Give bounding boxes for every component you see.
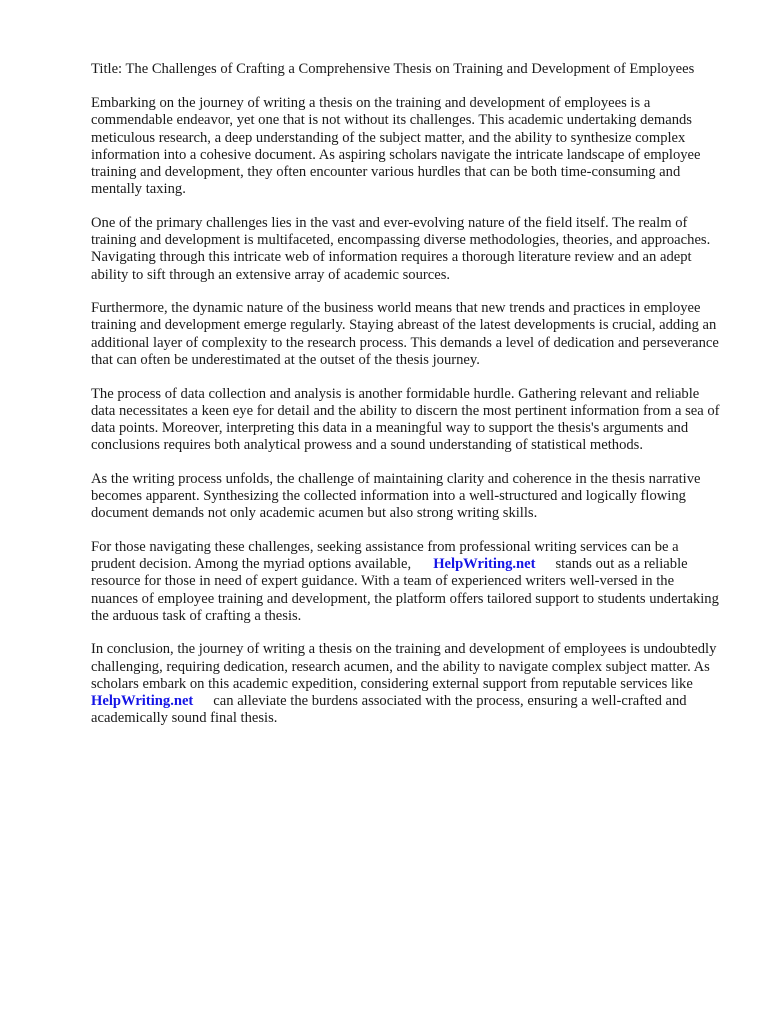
paragraph-assistance-text-after: stands out as a reliable resource for those in need of expert guidance. With a team of experienced writers well-versed in the nuances of employee training and development, the platform offers tailored support to students undertaking the arduous task of crafting a thesis. <box>91 556 719 624</box>
paragraph-conclusion-text-after: can alleviate the burdens associated with the process, ensuring a well-crafted and academically sound final thesis. <box>91 693 687 727</box>
paragraph-conclusion <box>91 641 723 727</box>
paragraph-assistance <box>91 539 723 625</box>
document-title: Title: The Challenges of Crafting a Comprehensive Thesis on Training and Development of Employees <box>91 61 695 77</box>
paragraph-writing-process: As the writing process unfolds, the challenge of maintaining clarity and coherence in the thesis narrative becomes apparent. Synthesizing the collected information into a well-structured and logically flowing document demands not only academic acumen but also strong writing skills. <box>91 470 701 522</box>
paragraph-field-challenges: One of the primary challenges lies in the vast and ever-evolving nature of the field itself. The realm of training and development is multifaceted, encompassing diverse methodologies, theories, and approaches. Navigating through this intricate web of information requires a thorough literature review and an adept ability to sift through an extensive array of academic sources. <box>91 214 711 283</box>
document-page <box>91 61 723 744</box>
helpwriting-link-conclusion[interactable]: HelpWriting.net <box>91 693 194 710</box>
paragraph-data-collection: The process of data collection and analysis is another formidable hurdle. Gathering relevant and reliable data necessitates a keen eye for detail and the ability to discern the most pertinent information from a sea of data points. Moreover, interpreting this data in a meaningful way to support the thesis's arguments and conclusions requires both analytical prowess and a sound understanding of statistical methods. <box>91 385 720 454</box>
paragraph-intro: Embarking on the journey of writing a thesis on the training and development of employees is a commendable endeavor, yet one that is not without its challenges. This academic undertaking demands meticulous research, a deep understanding of the subject matter, and the ability to synthesize complex information into a cohesive document. As aspiring scholars navigate the intricate landscape of employee training and development, they often encounter various hurdles that can be both time-consuming and mentally taxing. <box>91 95 701 198</box>
paragraph-dynamic-nature: Furthermore, the dynamic nature of the business world means that new trends and practices in employee training and development emerge regularly. Staying abreast of the latest developments is crucial, adding an additional layer of complexity to the research process. This demands a level of dedication and perseverance that can often be underestimated at the outset of the thesis journey. <box>91 300 719 368</box>
helpwriting-link[interactable]: HelpWriting.net <box>433 556 536 573</box>
paragraph-conclusion-text-before: In conclusion, the journey of writing a thesis on the training and development of employees is undoubtedly challenging, requiring dedication, research acumen, and the ability to navigate complex subject matter. As scholars embark on this academic expedition, considering external support from reputable services like <box>91 641 717 692</box>
paragraph-assistance-text-before: For those navigating these challenges, seeking assistance from professional writing services can be a prudent decision. Among the myriad options available, <box>91 538 679 573</box>
